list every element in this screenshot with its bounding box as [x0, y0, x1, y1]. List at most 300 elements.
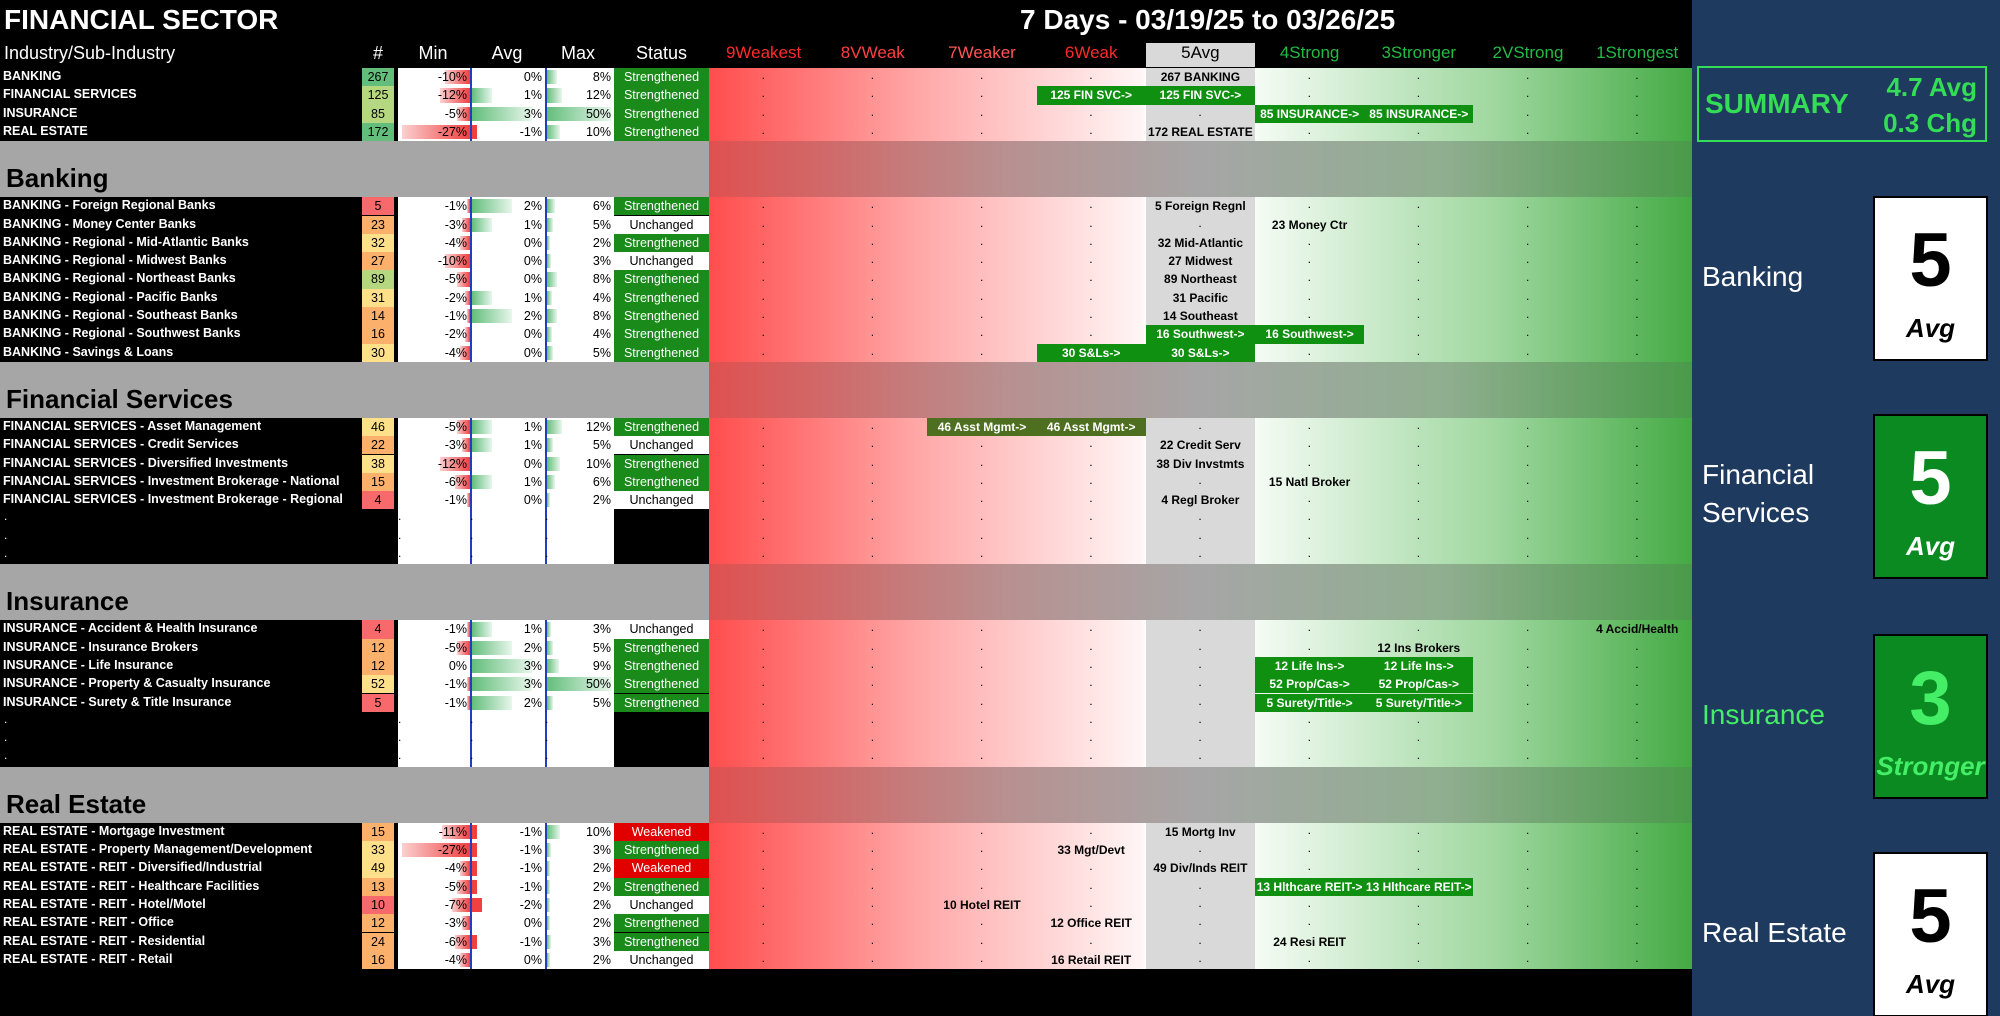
zone-dot: . — [1416, 509, 1421, 524]
zone-dot: . — [980, 454, 984, 469]
max-bar — [547, 622, 551, 636]
table-row — [0, 473, 1692, 491]
row-status: Weakened — [614, 859, 709, 877]
zone-dot: . — [1635, 950, 1639, 965]
avg-cell — [472, 105, 545, 123]
zone-dot: . — [980, 914, 984, 929]
zone-dot: . — [1198, 472, 1202, 487]
max-bar — [547, 327, 552, 341]
blank-dot: . — [470, 509, 474, 524]
blank-dot: . — [545, 711, 549, 726]
min-cell — [398, 620, 470, 638]
zone-dot: . — [980, 122, 984, 137]
avg-value: -1% — [519, 879, 542, 894]
zone-dot: . — [1416, 527, 1421, 542]
zone-dot: . — [1089, 197, 1093, 212]
max-bar — [547, 880, 550, 894]
zone-dot: . — [1416, 472, 1421, 487]
row-count: 15 — [362, 823, 394, 841]
min-cell — [398, 344, 470, 362]
avg-value: 0% — [523, 916, 542, 931]
table-row — [0, 234, 1692, 252]
min-value: -4% — [444, 345, 467, 360]
avg-bar — [472, 125, 477, 139]
row-count: 22 — [362, 436, 394, 454]
zone-dot: . — [980, 950, 984, 965]
zone-dot: . — [1635, 472, 1639, 487]
zone-dot: . — [761, 233, 765, 248]
zone-dot: . — [870, 325, 875, 340]
max-value: 8% — [592, 70, 611, 84]
zone-dot: . — [1089, 454, 1093, 469]
zone-dot: . — [761, 859, 765, 874]
zone-dot: . — [761, 527, 765, 542]
zone-dot: . — [980, 233, 984, 248]
min-value: -12% — [437, 88, 467, 103]
zone-label: 31 Pacific — [1172, 290, 1229, 305]
zone-dot: . — [1635, 233, 1639, 248]
max-cell — [547, 252, 614, 270]
row-status: Strengthened — [614, 694, 709, 712]
max-value: 10% — [585, 124, 611, 139]
max-value: 2% — [592, 235, 611, 250]
max-cell — [547, 859, 614, 877]
min-value: -2% — [444, 290, 467, 305]
zone-dot: . — [1635, 877, 1639, 892]
zone-dot: . — [1307, 454, 1311, 469]
avg-value: 0% — [523, 235, 542, 250]
blank-dot: . — [4, 527, 8, 542]
zone-dot: . — [870, 711, 875, 726]
zone-label: 23 Money Ctr — [1271, 217, 1348, 232]
avg-bar — [472, 843, 477, 857]
zone-dot: . — [1526, 252, 1530, 267]
max-cell — [547, 620, 614, 638]
zone-dot: . — [1526, 620, 1530, 635]
zone-dot: . — [1089, 693, 1093, 708]
row-status: Unchanged — [614, 491, 709, 509]
min-value: -6% — [444, 934, 467, 949]
zone-dot: . — [1635, 86, 1639, 101]
avg-cell — [472, 455, 545, 473]
zone-dot: . — [1526, 288, 1530, 303]
row-name: REAL ESTATE - REIT - Residential — [3, 933, 206, 948]
zone-dot: . — [1307, 711, 1311, 726]
zone-dot: . — [761, 822, 765, 837]
zone-label: 85 INSURANCE-> — [1364, 105, 1473, 123]
min-value: -1% — [444, 695, 467, 710]
zone-dot: . — [1089, 675, 1093, 690]
zone-dot: . — [870, 675, 875, 690]
zone-dot: . — [1089, 711, 1093, 726]
panel-label: Insurance — [1702, 699, 1825, 730]
avg-cell — [472, 86, 545, 104]
avg-bar — [472, 218, 492, 232]
max-value: 5% — [592, 345, 611, 360]
max-bar — [547, 309, 557, 323]
zone-dot: . — [1635, 693, 1639, 708]
zone-dot: . — [980, 252, 984, 267]
min-cell — [398, 68, 470, 86]
zone-dot: . — [1198, 914, 1202, 929]
zone-dot: . — [980, 288, 984, 303]
zone-dot: . — [1307, 950, 1311, 965]
avg-value: 3% — [523, 677, 542, 692]
table-row — [0, 307, 1692, 325]
min-cell — [398, 473, 470, 491]
avg-value: -1% — [519, 861, 542, 876]
table-row — [0, 933, 1692, 951]
avg-value: 1% — [523, 88, 542, 103]
row-status: Strengthened — [614, 344, 709, 362]
zone-dot: . — [1198, 932, 1202, 947]
zone-dot: . — [1198, 620, 1202, 635]
score-box — [1873, 634, 1988, 799]
zone-dot: . — [870, 730, 875, 745]
row-count: 125 — [362, 86, 394, 104]
zone-dot: . — [1198, 895, 1202, 910]
section-band-gradient — [709, 564, 1692, 620]
zone-dot: . — [980, 675, 984, 690]
section-title: Insurance — [6, 586, 129, 617]
zone-dot: . — [1089, 307, 1093, 321]
blank-dot: . — [660, 546, 664, 560]
zone-dot: . — [761, 914, 765, 929]
row-name: FINANCIAL SERVICES - Asset Management — [3, 418, 262, 433]
zone-dot: . — [980, 693, 984, 708]
zone-dot: . — [1635, 417, 1639, 432]
zone-dot: . — [1635, 122, 1639, 137]
zone-dot: . — [870, 546, 875, 560]
zone-dot: . — [1416, 620, 1421, 635]
zone-dot: . — [1089, 122, 1093, 137]
min-value: -7% — [444, 897, 467, 912]
zone-dot: . — [1089, 491, 1093, 506]
zone-label: 15 Natl Broker — [1268, 474, 1351, 489]
zone-dot: . — [761, 288, 765, 303]
row-name: INSURANCE - Life Insurance — [3, 657, 174, 672]
zone-dot: . — [870, 859, 875, 874]
avg-cell — [472, 878, 545, 896]
zone-dot: . — [1198, 509, 1202, 524]
zone-dot: . — [980, 932, 984, 947]
max-value: 9% — [592, 658, 611, 673]
row-name: FINANCIAL SERVICES - Investment Brokerage - Regional — [3, 492, 343, 507]
score-word: Stronger — [1876, 751, 1985, 781]
max-cell — [547, 491, 614, 509]
zone-dot: . — [1416, 307, 1421, 321]
avg-value: 0% — [523, 493, 542, 508]
min-cell — [398, 455, 470, 473]
zone-dot: . — [1089, 215, 1093, 230]
max-bar — [547, 70, 557, 84]
zone-dot: . — [870, 877, 875, 892]
sheet-title: FINANCIAL SECTOR — [4, 4, 279, 35]
summary-label: SUMMARY — [1705, 88, 1849, 119]
avg-value: 2% — [523, 199, 542, 214]
score-word: Avg — [1905, 531, 1956, 561]
row-count: 52 — [362, 675, 394, 693]
zone-dot: . — [980, 711, 984, 726]
row-status: Unchanged — [614, 951, 709, 969]
min-cell — [398, 418, 470, 436]
min-cell — [398, 639, 470, 657]
avg-cell — [472, 473, 545, 491]
table-row — [0, 252, 1692, 270]
row-name: FINANCIAL SERVICES — [3, 87, 137, 102]
zone-dot: . — [1416, 859, 1421, 874]
zone-dot: . — [761, 325, 765, 340]
avg-bar — [472, 696, 512, 710]
min-bar — [467, 309, 470, 323]
max-value: 3% — [592, 622, 611, 637]
section-title: Banking — [6, 163, 109, 194]
zone-dot: . — [1416, 841, 1421, 855]
min-cell — [398, 105, 470, 123]
row-name: BANKING — [3, 69, 62, 83]
zone-dot: . — [870, 122, 875, 137]
zone-dot: . — [980, 68, 984, 82]
zone-dot: . — [1089, 509, 1093, 524]
zone-dot: . — [761, 841, 765, 855]
zone-dot: . — [1198, 215, 1202, 230]
zone-dot: . — [870, 509, 875, 524]
max-cell — [547, 675, 614, 693]
row-count: 23 — [362, 216, 394, 234]
max-cell — [547, 473, 614, 491]
min-value: -5% — [444, 272, 467, 287]
zone-dot: . — [1416, 288, 1421, 303]
blank-dot: . — [398, 711, 402, 726]
min-value: -5% — [444, 879, 467, 894]
zone-dot: . — [1526, 932, 1530, 947]
zone-dot: . — [870, 270, 875, 285]
zone-dot: . — [1526, 454, 1530, 469]
zone-dot: . — [870, 822, 875, 837]
zone-dot: . — [1307, 914, 1311, 929]
zone-dot: . — [1307, 730, 1311, 745]
zone-dot: . — [980, 436, 984, 451]
row-count: 32 — [362, 234, 394, 252]
max-value: 3% — [592, 934, 611, 949]
zone-label: 30 S&Ls-> — [1146, 344, 1255, 362]
zone-dot: . — [1526, 748, 1530, 763]
table-row — [0, 675, 1692, 693]
max-cell — [547, 933, 614, 951]
blank-dot: . — [4, 546, 8, 560]
max-value: 6% — [592, 199, 611, 214]
zone-dot: . — [761, 730, 765, 745]
zone-label: 4 Accid/Health — [1596, 622, 1679, 637]
min-cell — [398, 123, 470, 141]
zone-dot: . — [1526, 343, 1530, 358]
zone-dot: . — [1635, 895, 1639, 910]
zone-dot: . — [870, 914, 875, 929]
column-header-1: # — [372, 43, 383, 63]
min-value: -1% — [444, 622, 467, 637]
max-bar — [547, 291, 552, 305]
blank-dot: . — [398, 546, 402, 560]
avg-cell — [472, 436, 545, 454]
zone-dot: . — [761, 215, 765, 230]
zone-dot: . — [761, 950, 765, 965]
zone-dot: . — [1635, 711, 1639, 726]
blank-dot: . — [545, 546, 549, 560]
zone-dot: . — [761, 509, 765, 524]
max-cell — [547, 841, 614, 859]
zone-dot: . — [870, 343, 875, 358]
zone-dot: . — [1526, 711, 1530, 726]
min-cell — [398, 933, 470, 951]
section-band — [0, 362, 1692, 418]
zone-dot: . — [870, 68, 875, 82]
row-status: Strengthened — [614, 657, 709, 675]
zone-dot: . — [761, 638, 765, 653]
row-status: Strengthened — [614, 289, 709, 307]
zone-dot: . — [870, 748, 875, 763]
max-value: 8% — [592, 309, 611, 323]
avg-cell — [472, 859, 545, 877]
min-cell — [398, 289, 470, 307]
zone-label: 125 FIN SVC-> — [1037, 86, 1146, 104]
avg-cell — [472, 252, 545, 270]
max-cell — [547, 344, 614, 362]
avg-cell — [472, 307, 545, 325]
min-cell — [398, 859, 470, 877]
zone-dot: . — [1635, 491, 1639, 506]
min-bar — [467, 199, 470, 213]
row-count: 4 — [362, 620, 394, 638]
avg-cell — [472, 933, 545, 951]
zone-dot: . — [1089, 877, 1093, 892]
row-name: REAL ESTATE — [3, 123, 88, 138]
zone-dot: . — [1198, 527, 1202, 542]
zone-dot: . — [1416, 122, 1421, 137]
avg-bar — [472, 475, 492, 489]
zone-dot: . — [1089, 638, 1093, 653]
blank-dot: . — [545, 509, 549, 524]
score-word: Avg — [1905, 969, 1956, 999]
avg-value: 0% — [523, 70, 542, 84]
blank-dot: . — [470, 527, 474, 542]
avg-bar — [472, 861, 477, 875]
zone-label: 46 Asst Mgmt-> — [927, 418, 1036, 436]
panel-label: Real Estate — [1702, 917, 1847, 948]
column-header-3: Avg — [491, 43, 523, 63]
avg-value: 3% — [523, 658, 542, 673]
row-count: 49 — [362, 859, 394, 877]
zone-dot: . — [1307, 270, 1311, 285]
zone-dot: . — [761, 68, 765, 82]
avg-bar — [472, 641, 512, 655]
zone-header-3: 6Weak — [1037, 43, 1146, 67]
min-value: 0% — [448, 658, 467, 673]
zone-dot: . — [1526, 307, 1530, 321]
avg-cell — [472, 197, 545, 215]
max-cell — [547, 914, 614, 932]
row-name: INSURANCE — [3, 105, 78, 120]
max-bar — [547, 236, 550, 250]
zone-dot: . — [870, 620, 875, 635]
max-bar — [547, 825, 560, 839]
row-status: Unchanged — [614, 216, 709, 234]
row-name: BANKING - Regional - Midwest Banks — [3, 253, 227, 268]
zone-dot: . — [1089, 730, 1093, 745]
avg-cell — [472, 491, 545, 509]
zone-dot: . — [1526, 86, 1530, 101]
zone-dot: . — [1307, 491, 1311, 506]
zone-label: 12 Ins Brokers — [1377, 640, 1461, 655]
blank-dot: . — [4, 509, 8, 524]
row-status: Strengthened — [614, 675, 709, 693]
blank-dot: . — [398, 748, 402, 763]
zone-dot: . — [1635, 343, 1639, 358]
table-row — [0, 639, 1692, 657]
min-value: -2% — [444, 327, 467, 342]
zone-header-8: 1Strongest — [1583, 43, 1692, 67]
zone-label: 10 Hotel REIT — [943, 897, 1021, 912]
zone-dot: . — [1416, 895, 1421, 910]
min-cell — [398, 270, 470, 288]
zone-label: 4 Regl Broker — [1161, 493, 1240, 508]
zone-dot: . — [1526, 877, 1530, 892]
zone-dot: . — [1307, 620, 1311, 635]
max-cell — [547, 455, 614, 473]
row-name: REAL ESTATE - REIT - Hotel/Motel — [3, 896, 206, 911]
row-status: Unchanged — [614, 896, 709, 914]
avg-cell — [472, 675, 545, 693]
row-status: Weakened — [614, 823, 709, 841]
zone-dot: . — [1416, 491, 1421, 506]
zone-dot: . — [761, 472, 765, 487]
row-count: 24 — [362, 933, 394, 951]
row-status: Strengthened — [614, 68, 709, 86]
row-status: Strengthened — [614, 105, 709, 123]
avg-value: 0% — [523, 456, 542, 471]
blank-dot: . — [660, 527, 664, 542]
section-band — [0, 141, 1692, 197]
section-band-gradient — [709, 362, 1692, 418]
min-bar — [467, 677, 470, 691]
max-cell — [547, 951, 614, 969]
avg-value: -1% — [519, 843, 542, 857]
zone-dot: . — [1635, 288, 1639, 303]
zone-dot: . — [761, 436, 765, 451]
table-row — [0, 455, 1692, 473]
zone-dot: . — [1526, 730, 1530, 745]
max-value: 12% — [585, 419, 611, 434]
zone-header-0: 9Weakest — [709, 43, 818, 67]
zone-header-4: 5Avg — [1146, 43, 1255, 67]
zone-dot: . — [980, 307, 984, 321]
zone-dot: . — [980, 656, 984, 671]
zone-dot: . — [1198, 417, 1202, 432]
zone-dot: . — [1635, 527, 1639, 542]
zone-dot: . — [1526, 527, 1530, 542]
min-cell — [398, 823, 470, 841]
zone-dot: . — [1307, 252, 1311, 267]
table-row — [0, 216, 1692, 234]
zone-dot: . — [761, 675, 765, 690]
zone-dot: . — [870, 693, 875, 708]
row-name: FINANCIAL SERVICES - Credit Services — [3, 437, 239, 452]
blank-row — [0, 730, 1692, 748]
table-row — [0, 123, 1692, 141]
row-status: Unchanged — [614, 620, 709, 638]
zone-dot: . — [1416, 914, 1421, 929]
max-cell — [547, 325, 614, 343]
row-status: Strengthened — [614, 307, 709, 325]
